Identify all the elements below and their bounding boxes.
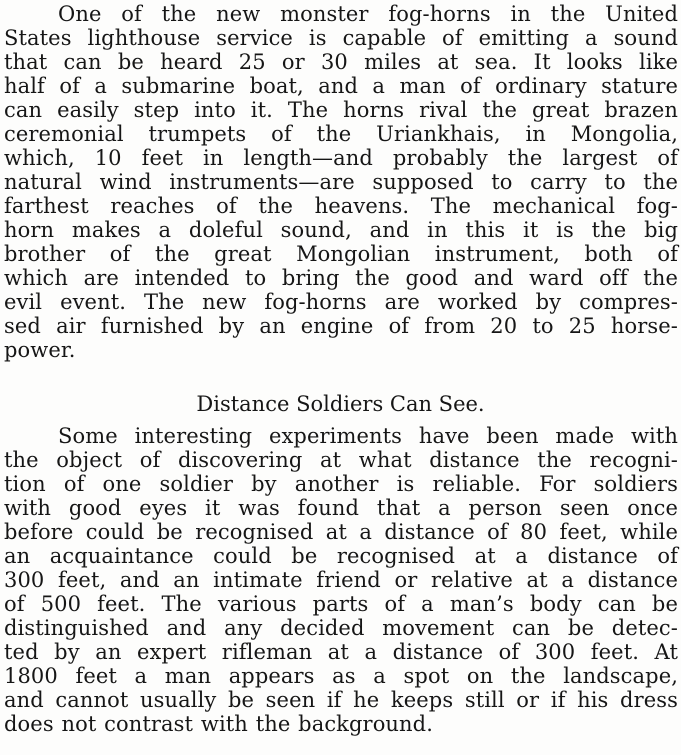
- text-line: with good eyes it was found that a person seen once: [4, 496, 678, 520]
- text-line: farthest reaches of the heavens. The mechanical fog-: [4, 194, 678, 218]
- text-line: does not contrast with the background.: [4, 712, 434, 736]
- text-line: horn makes a doleful sound, and in this it is the big: [4, 218, 678, 242]
- text-line: 300 feet, and an intimate friend or relative at a distance: [4, 568, 678, 592]
- text-line: and cannot usually be seen if he keeps still or if his dress: [4, 688, 678, 712]
- text-line: tion of one soldier by another is reliable. For soldiers: [4, 472, 678, 496]
- text-line: can easily step into it. The horns rival the great brazen: [4, 98, 678, 122]
- text-line: brother of the great Mongolian instrument, both of: [4, 242, 678, 266]
- text-line: ceremonial trumpets of the Uriankhais, in Mongolia,: [4, 122, 678, 146]
- text-line: ted by an expert rifleman at a distance of 300 feet. At: [4, 640, 678, 664]
- text-line: States lighthouse service is capable of emitting a sound: [4, 26, 678, 50]
- text-line: which, 10 feet in length—and probably the largest of: [4, 146, 678, 170]
- text-line: an acquaintance could be recognised at a distance of: [4, 544, 678, 568]
- text-line: sed air furnished by an engine of from 20 to 25 horse-: [4, 314, 678, 338]
- text-line: evil event. The new fog-horns are worked by compres-: [4, 290, 678, 314]
- text-line: One of the new monster fog-horns in the United: [58, 2, 678, 26]
- text-line: 1800 feet a man appears as a spot on the landscape,: [4, 664, 678, 688]
- text-line: distinguished and any decided movement can be detec-: [4, 616, 678, 640]
- text-line: before could be recognised at a distance of 80 feet, while: [4, 520, 678, 544]
- text-line: Some interesting experiments have been made with: [58, 424, 678, 448]
- text-line: the object of discovering at what distance the recogni-: [4, 448, 678, 472]
- text-line: which are intended to bring the good and ward off the: [4, 266, 678, 290]
- section-heading: Distance Soldiers Can See.: [196, 392, 485, 416]
- text-line: that can be heard 25 or 30 miles at sea. It looks like: [4, 50, 678, 74]
- text-line: natural wind instruments—are supposed to carry to the: [4, 170, 678, 194]
- text-line: half of a submarine boat, and a man of ordinary stature: [4, 74, 678, 98]
- text-line: of 500 feet. The various parts of a man’s body can be: [4, 592, 678, 616]
- text-line: power.: [4, 338, 76, 362]
